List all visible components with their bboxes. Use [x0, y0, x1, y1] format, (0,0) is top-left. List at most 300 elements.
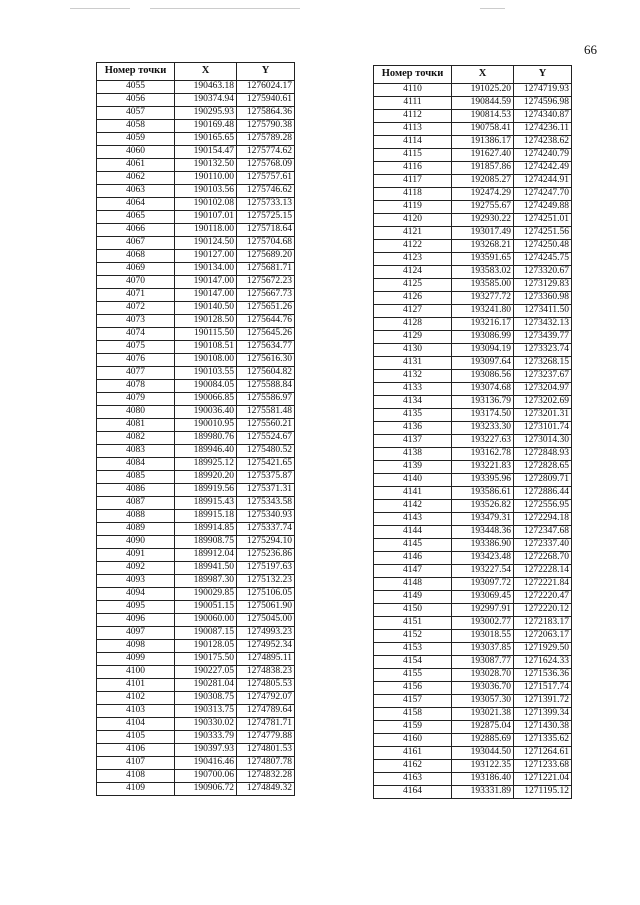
table-row [374, 357, 572, 370]
cell-point-number: 4064 [97, 198, 175, 211]
cell-point-number: 4106 [97, 744, 175, 757]
cell-y: 1271929.50 [514, 643, 572, 656]
table-row [374, 526, 572, 539]
table-row [97, 549, 295, 562]
cell-x: 190154.47 [175, 146, 237, 159]
table-row [374, 188, 572, 201]
table-header-row [97, 63, 295, 81]
cell-y: 1272183.17 [514, 617, 572, 630]
cell-y: 1273014.30 [514, 435, 572, 448]
cell-y: 1275718.64 [237, 224, 295, 237]
table-row [374, 656, 572, 669]
cell-point-number: 4056 [97, 94, 175, 107]
table-row [374, 201, 572, 214]
cell-y: 1272848.93 [514, 448, 572, 461]
cell-point-number: 4121 [374, 227, 452, 240]
cell-x: 193227.63 [452, 435, 514, 448]
cell-y: 1274340.87 [514, 110, 572, 123]
cell-x: 193074.68 [452, 383, 514, 396]
cell-x: 190330.02 [175, 718, 237, 731]
table-row [374, 565, 572, 578]
cell-point-number: 4088 [97, 510, 175, 523]
cell-y: 1274596.98 [514, 97, 572, 110]
cell-point-number: 4086 [97, 484, 175, 497]
table-row [97, 601, 295, 614]
table-row [374, 240, 572, 253]
cell-point-number: 4114 [374, 136, 452, 149]
cell-y: 1275106.05 [237, 588, 295, 601]
cell-point-number: 4145 [374, 539, 452, 552]
cell-x: 193162.78 [452, 448, 514, 461]
cell-x: 190010.95 [175, 419, 237, 432]
cell-point-number: 4102 [97, 692, 175, 705]
cell-x: 190333.79 [175, 731, 237, 744]
cell-point-number: 4083 [97, 445, 175, 458]
cell-y: 1274781.71 [237, 718, 295, 731]
cell-point-number: 4120 [374, 214, 452, 227]
table-row [374, 513, 572, 526]
cell-point-number: 4162 [374, 760, 452, 773]
cell-x: 193526.82 [452, 500, 514, 513]
cell-y: 1273202.69 [514, 396, 572, 409]
cell-y: 1272221.84 [514, 578, 572, 591]
table-row [97, 120, 295, 133]
cell-y: 1275790.38 [237, 120, 295, 133]
cell-x: 190374.94 [175, 94, 237, 107]
cell-x: 193233.30 [452, 422, 514, 435]
cell-x: 190108.51 [175, 341, 237, 354]
cell-x: 193448.36 [452, 526, 514, 539]
cell-point-number: 4072 [97, 302, 175, 315]
table-row [374, 539, 572, 552]
cell-point-number: 4103 [97, 705, 175, 718]
table-row [97, 419, 295, 432]
table-row [97, 640, 295, 653]
cell-y: 1272268.70 [514, 552, 572, 565]
cell-x: 193097.72 [452, 578, 514, 591]
cell-point-number: 4138 [374, 448, 452, 461]
cell-y: 1274805.53 [237, 679, 295, 692]
cell-y: 1273411.50 [514, 305, 572, 318]
cell-y: 1275733.13 [237, 198, 295, 211]
cell-y: 1272220.12 [514, 604, 572, 617]
cell-point-number: 4107 [97, 757, 175, 770]
table-row [374, 214, 572, 227]
cell-x: 190102.08 [175, 198, 237, 211]
cell-point-number: 4140 [374, 474, 452, 487]
table-row [374, 318, 572, 331]
cell-point-number: 4111 [374, 97, 452, 110]
cell-x: 193057.30 [452, 695, 514, 708]
cell-x: 190108.00 [175, 354, 237, 367]
cell-y: 1274250.48 [514, 240, 572, 253]
cell-x: 190103.55 [175, 367, 237, 380]
cell-point-number: 4105 [97, 731, 175, 744]
cell-x: 191025.20 [452, 84, 514, 97]
cell-y: 1275588.84 [237, 380, 295, 393]
table-row [374, 344, 572, 357]
cell-y: 1271399.34 [514, 708, 572, 721]
cell-x: 190124.50 [175, 237, 237, 250]
cell-point-number: 4087 [97, 497, 175, 510]
cell-y: 1275689.20 [237, 250, 295, 263]
cell-point-number: 4157 [374, 695, 452, 708]
cell-y: 1275480.52 [237, 445, 295, 458]
cell-y: 1271430.38 [514, 721, 572, 734]
cell-y: 1274832.28 [237, 770, 295, 783]
cell-point-number: 4110 [374, 84, 452, 97]
cell-y: 1275045.00 [237, 614, 295, 627]
table-row [97, 380, 295, 393]
cell-x: 190165.65 [175, 133, 237, 146]
cell-x: 190103.56 [175, 185, 237, 198]
cell-x: 191627.40 [452, 149, 514, 162]
table-row [374, 695, 572, 708]
cell-x: 189912.04 [175, 549, 237, 562]
table-row [374, 409, 572, 422]
cell-x: 193591.65 [452, 253, 514, 266]
cell-point-number: 4139 [374, 461, 452, 474]
table-row [97, 445, 295, 458]
cell-y: 1275768.09 [237, 159, 295, 172]
cell-y: 1272220.47 [514, 591, 572, 604]
cell-y: 1275581.48 [237, 406, 295, 419]
cell-y: 1274249.88 [514, 201, 572, 214]
cell-x: 190029.85 [175, 588, 237, 601]
cell-point-number: 4151 [374, 617, 452, 630]
cell-x: 192930.22 [452, 214, 514, 227]
cell-x: 189920.20 [175, 471, 237, 484]
cell-x: 189980.76 [175, 432, 237, 445]
cell-x: 193097.64 [452, 357, 514, 370]
table-row [374, 760, 572, 773]
table-row [374, 669, 572, 682]
cell-y: 1275421.65 [237, 458, 295, 471]
cell-point-number: 4128 [374, 318, 452, 331]
table-row [97, 497, 295, 510]
cell-x: 193094.19 [452, 344, 514, 357]
table-row [97, 263, 295, 276]
table-row [97, 172, 295, 185]
table-row [97, 705, 295, 718]
cell-point-number: 4147 [374, 565, 452, 578]
table-row [97, 341, 295, 354]
cell-x: 190906.72 [175, 783, 237, 796]
cell-point-number: 4076 [97, 354, 175, 367]
cell-y: 1273237.67 [514, 370, 572, 383]
cell-y: 1275725.15 [237, 211, 295, 224]
cell-point-number: 4100 [97, 666, 175, 679]
cell-point-number: 4070 [97, 276, 175, 289]
cell-x: 190463.18 [175, 81, 237, 94]
cell-point-number: 4161 [374, 747, 452, 760]
cell-x: 193174.50 [452, 409, 514, 422]
cell-y: 1274240.79 [514, 149, 572, 162]
cell-point-number: 4097 [97, 627, 175, 640]
header-y: Y [514, 66, 572, 84]
cell-y: 1273320.67 [514, 266, 572, 279]
cell-x: 189941.50 [175, 562, 237, 575]
cell-y: 1272556.95 [514, 500, 572, 513]
cell-point-number: 4118 [374, 188, 452, 201]
table-row [374, 630, 572, 643]
cell-x: 193216.17 [452, 318, 514, 331]
table-row [97, 146, 295, 159]
cell-x: 191386.17 [452, 136, 514, 149]
cell-point-number: 4055 [97, 81, 175, 94]
cell-point-number: 4135 [374, 409, 452, 422]
cell-y: 1272294.18 [514, 513, 572, 526]
cell-x: 192474.29 [452, 188, 514, 201]
cell-point-number: 4094 [97, 588, 175, 601]
cell-point-number: 4129 [374, 331, 452, 344]
cell-x: 190147.00 [175, 276, 237, 289]
table-row [374, 292, 572, 305]
table-row [374, 136, 572, 149]
cell-y: 1274244.91 [514, 175, 572, 188]
table-row [97, 679, 295, 692]
cell-point-number: 4063 [97, 185, 175, 198]
cell-y: 1274247.70 [514, 188, 572, 201]
cell-point-number: 4112 [374, 110, 452, 123]
table-row [97, 289, 295, 302]
cell-x: 190308.75 [175, 692, 237, 705]
cell-point-number: 4073 [97, 315, 175, 328]
table-row [97, 718, 295, 731]
cell-y: 1271536.36 [514, 669, 572, 682]
cell-x: 193028.70 [452, 669, 514, 682]
cell-point-number: 4109 [97, 783, 175, 796]
cell-point-number: 4163 [374, 773, 452, 786]
cell-x: 192755.67 [452, 201, 514, 214]
cell-point-number: 4075 [97, 341, 175, 354]
cell-x: 190416.46 [175, 757, 237, 770]
cell-y: 1275061.90 [237, 601, 295, 614]
cell-y: 1274251.01 [514, 214, 572, 227]
cell-y: 1274849.32 [237, 783, 295, 796]
cell-x: 190758.41 [452, 123, 514, 136]
table-row [374, 617, 572, 630]
cell-x: 190118.00 [175, 224, 237, 237]
cell-point-number: 4059 [97, 133, 175, 146]
cell-y: 1272828.65 [514, 461, 572, 474]
cell-x: 190134.00 [175, 263, 237, 276]
table-row [97, 757, 295, 770]
table-row [374, 266, 572, 279]
cell-x: 190127.00 [175, 250, 237, 263]
table-row [374, 643, 572, 656]
coordinates-table-right [373, 65, 572, 799]
cell-y: 1273129.83 [514, 279, 572, 292]
cell-x: 190227.05 [175, 666, 237, 679]
cell-point-number: 4137 [374, 435, 452, 448]
table-row [374, 422, 572, 435]
cell-point-number: 4149 [374, 591, 452, 604]
cell-x: 190814.53 [452, 110, 514, 123]
cell-x: 190281.04 [175, 679, 237, 692]
cell-y: 1275634.77 [237, 341, 295, 354]
table-row [374, 253, 572, 266]
table-row [97, 588, 295, 601]
cell-point-number: 4126 [374, 292, 452, 305]
cell-point-number: 4067 [97, 237, 175, 250]
table-row [97, 484, 295, 497]
table-row [374, 578, 572, 591]
cell-x: 193227.54 [452, 565, 514, 578]
cell-point-number: 4085 [97, 471, 175, 484]
table-row [374, 305, 572, 318]
cell-point-number: 4127 [374, 305, 452, 318]
table-row [97, 653, 295, 666]
table-row [374, 604, 572, 617]
cell-point-number: 4125 [374, 279, 452, 292]
table-row [97, 406, 295, 419]
cell-point-number: 4080 [97, 406, 175, 419]
cell-y: 1275704.68 [237, 237, 295, 250]
cell-x: 193586.61 [452, 487, 514, 500]
header-y: Y [237, 63, 295, 81]
cell-x: 193583.02 [452, 266, 514, 279]
cell-y: 1275586.97 [237, 393, 295, 406]
cell-x: 190051.15 [175, 601, 237, 614]
cell-x: 193036.70 [452, 682, 514, 695]
cell-x: 193136.79 [452, 396, 514, 409]
cell-point-number: 4143 [374, 513, 452, 526]
cell-y: 1272809.71 [514, 474, 572, 487]
cell-x: 189914.85 [175, 523, 237, 536]
cell-point-number: 4115 [374, 149, 452, 162]
cell-y: 1274236.11 [514, 123, 572, 136]
cell-point-number: 4142 [374, 500, 452, 513]
table-row [97, 510, 295, 523]
cell-point-number: 4124 [374, 266, 452, 279]
table-row [374, 461, 572, 474]
table-row [374, 786, 572, 799]
table-row [97, 107, 295, 120]
cell-x: 193186.40 [452, 773, 514, 786]
cell-y: 1272228.14 [514, 565, 572, 578]
cell-point-number: 4078 [97, 380, 175, 393]
table-row [97, 185, 295, 198]
table-row [374, 435, 572, 448]
header-point: Номер точки [374, 66, 452, 84]
cell-y: 1275774.62 [237, 146, 295, 159]
cell-point-number: 4159 [374, 721, 452, 734]
cell-y: 1275651.26 [237, 302, 295, 315]
cell-point-number: 4158 [374, 708, 452, 721]
table-row [97, 224, 295, 237]
cell-x: 189915.43 [175, 497, 237, 510]
cell-y: 1271264.61 [514, 747, 572, 760]
cell-point-number: 4130 [374, 344, 452, 357]
cell-x: 192997.91 [452, 604, 514, 617]
cell-x: 193086.99 [452, 331, 514, 344]
cell-y: 1275560.21 [237, 419, 295, 432]
cell-x: 190313.75 [175, 705, 237, 718]
cell-y: 1272063.17 [514, 630, 572, 643]
table-row [97, 536, 295, 549]
cell-point-number: 4096 [97, 614, 175, 627]
cell-y: 1275371.31 [237, 484, 295, 497]
table-row [97, 94, 295, 107]
cell-y: 1271335.62 [514, 734, 572, 747]
cell-point-number: 4092 [97, 562, 175, 575]
cell-x: 193037.85 [452, 643, 514, 656]
scan-artifact [70, 8, 130, 9]
cell-point-number: 4104 [97, 718, 175, 731]
cell-y: 1275672.23 [237, 276, 295, 289]
cell-y: 1275681.71 [237, 263, 295, 276]
cell-y: 1275604.82 [237, 367, 295, 380]
cell-y: 1275940.61 [237, 94, 295, 107]
cell-y: 1272886.44 [514, 487, 572, 500]
cell-x: 193122.35 [452, 760, 514, 773]
cell-point-number: 4090 [97, 536, 175, 549]
cell-y: 1275789.28 [237, 133, 295, 146]
cell-x: 190087.15 [175, 627, 237, 640]
cell-point-number: 4164 [374, 786, 452, 799]
cell-point-number: 4152 [374, 630, 452, 643]
cell-y: 1273101.74 [514, 422, 572, 435]
table-row [374, 331, 572, 344]
table-row [97, 315, 295, 328]
table-row [97, 783, 295, 796]
cell-x: 193069.45 [452, 591, 514, 604]
table-row [374, 773, 572, 786]
cell-y: 1275197.63 [237, 562, 295, 575]
table-row [374, 97, 572, 110]
table-row [97, 562, 295, 575]
cell-x: 193423.48 [452, 552, 514, 565]
cell-y: 1274719.93 [514, 84, 572, 97]
table-row [97, 367, 295, 380]
cell-x: 189908.75 [175, 536, 237, 549]
table-row [374, 474, 572, 487]
cell-y: 1275375.87 [237, 471, 295, 484]
cell-point-number: 4150 [374, 604, 452, 617]
cell-y: 1274779.88 [237, 731, 295, 744]
cell-x: 189946.40 [175, 445, 237, 458]
cell-x: 189987.30 [175, 575, 237, 588]
cell-x: 193221.83 [452, 461, 514, 474]
table-row [97, 354, 295, 367]
table-row [97, 393, 295, 406]
table-header-row [374, 66, 572, 84]
cell-y: 1274838.23 [237, 666, 295, 679]
cell-y: 1274238.62 [514, 136, 572, 149]
cell-point-number: 4065 [97, 211, 175, 224]
cell-point-number: 4066 [97, 224, 175, 237]
cell-y: 1274807.78 [237, 757, 295, 770]
cell-point-number: 4095 [97, 601, 175, 614]
cell-point-number: 4154 [374, 656, 452, 669]
table-row [374, 279, 572, 292]
table-row [97, 133, 295, 146]
cell-x: 189925.12 [175, 458, 237, 471]
cell-point-number: 4098 [97, 640, 175, 653]
cell-point-number: 4099 [97, 653, 175, 666]
cell-y: 1274251.56 [514, 227, 572, 240]
table-row [374, 162, 572, 175]
cell-y: 1275337.74 [237, 523, 295, 536]
page-number: 66 [584, 42, 597, 57]
table-row [374, 682, 572, 695]
cell-x: 190128.05 [175, 640, 237, 653]
cell-point-number: 4081 [97, 419, 175, 432]
cell-y: 1273439.77 [514, 331, 572, 344]
cell-y: 1273432.13 [514, 318, 572, 331]
cell-y: 1275294.10 [237, 536, 295, 549]
